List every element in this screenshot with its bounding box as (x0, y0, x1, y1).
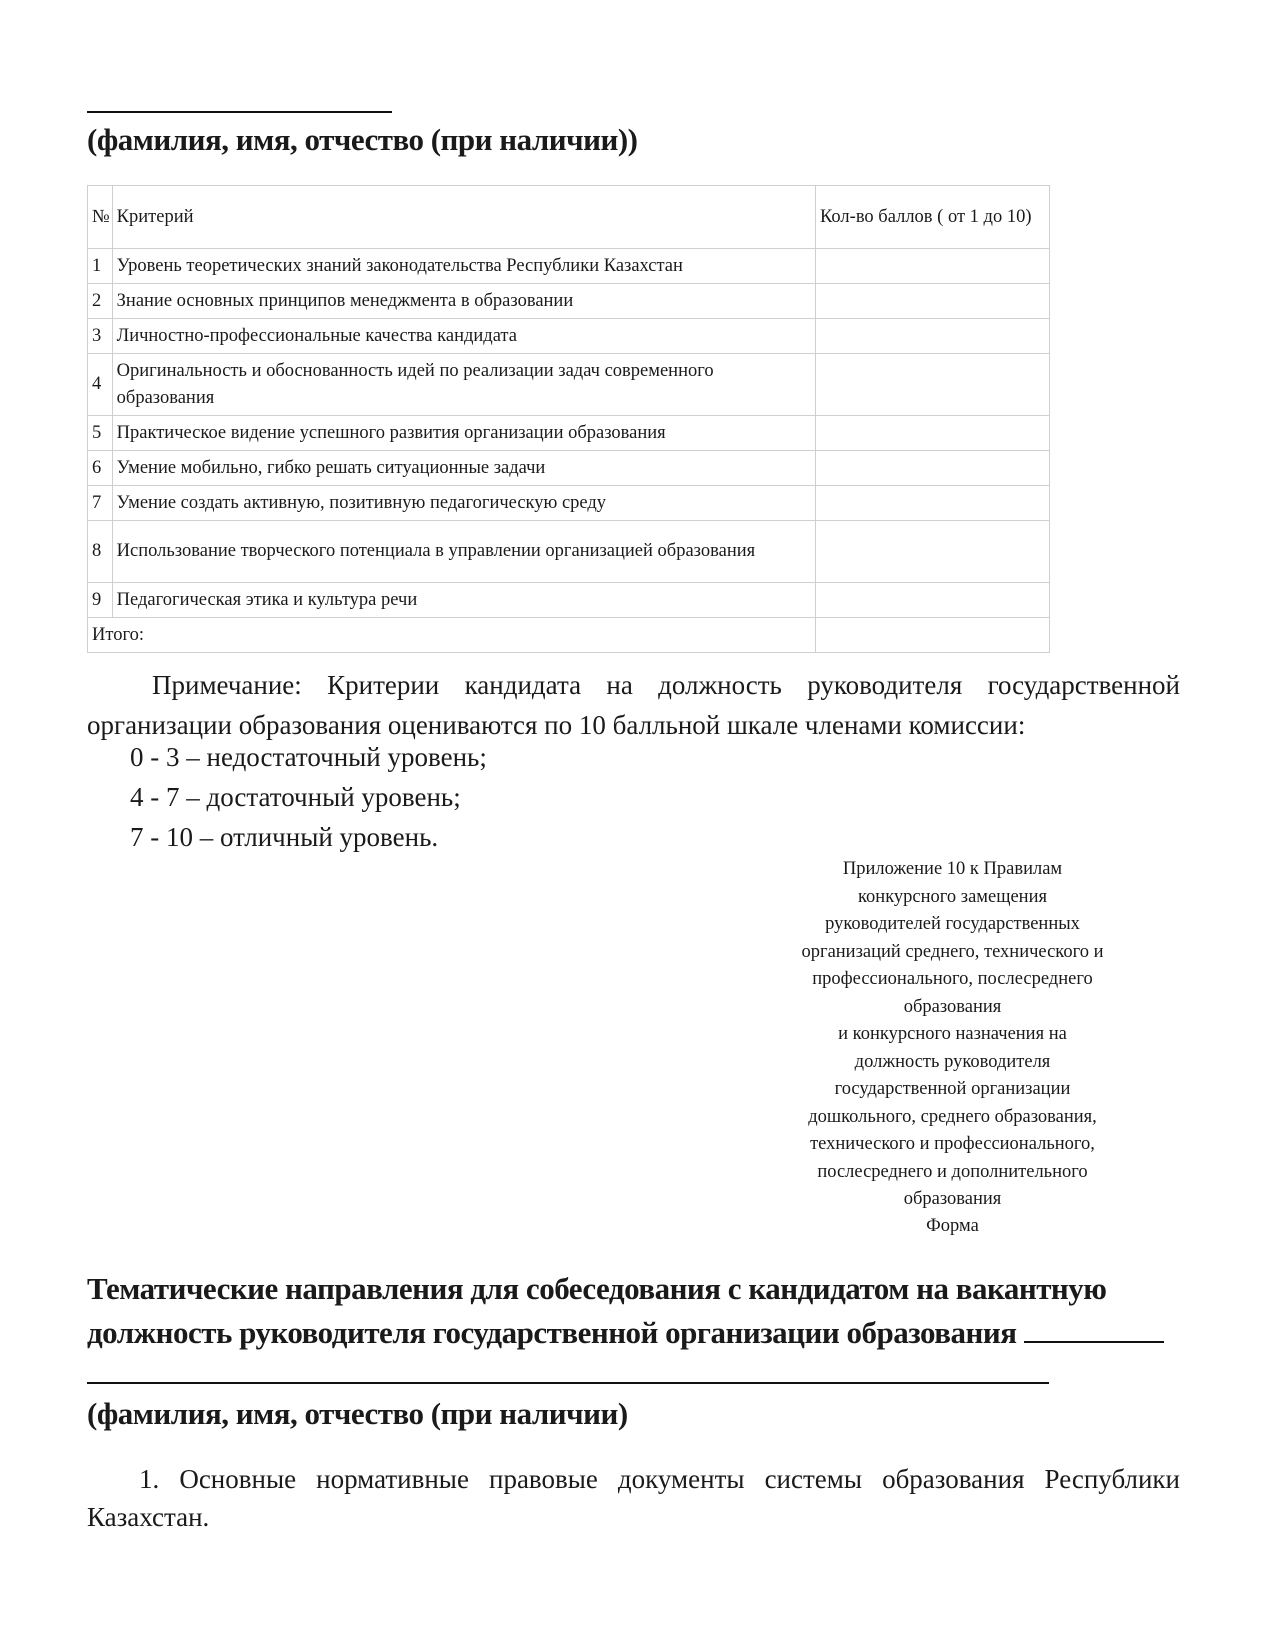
row-score-cell (816, 284, 1050, 319)
row-num: 3 (88, 319, 113, 354)
table-total-row (88, 618, 1050, 653)
appendix-line: Приложение 10 к Правилам (842, 859, 1063, 879)
name-underline-2 (87, 1382, 1049, 1384)
appendix-line: профессионального, послесреднего (812, 969, 1093, 989)
row-num: 5 (88, 416, 113, 451)
title-blank-line (1024, 1311, 1164, 1343)
row-num: 6 (88, 451, 113, 486)
row-score-cell (816, 416, 1050, 451)
list-item: 1. Основные нормативные правовые документы системы образования Республики Казахстан. (87, 1464, 1180, 1532)
row-num: 9 (88, 583, 113, 618)
table-row (88, 486, 1050, 521)
header-num: № (88, 186, 113, 249)
table-row (88, 284, 1050, 319)
row-criterion: Уровень теоретических знаний законодательства Республики Казахстан (112, 249, 815, 284)
row-criterion: Оригинальность и обоснованность идей по реализации задач современного образования (112, 354, 815, 416)
row-num: 4 (88, 354, 113, 416)
appendix-line: государственной организации (834, 1079, 1071, 1099)
row-criterion: Использование творческого потенциала в управлении организацией образования (112, 521, 815, 583)
table-row (88, 521, 1050, 583)
fio-label: (фамилия, имя, отчество (при наличии)) (87, 122, 638, 157)
row-score-cell (816, 354, 1050, 416)
section-title (87, 1267, 1180, 1355)
row-score-cell (816, 583, 1050, 618)
appendix-line: технического и профессионального, (810, 1134, 1095, 1154)
level-item: 4 - 7 – достаточный уровень; (130, 782, 461, 812)
appendix-line: и конкурсного назначения на (838, 1024, 1067, 1044)
table-row (88, 583, 1050, 618)
row-num: 1 (88, 249, 113, 284)
appendix-line: конкурсного замещения (858, 886, 1047, 907)
row-criterion: Умение создать активную, позитивную педагогическую среду (112, 486, 815, 521)
table-row (88, 319, 1050, 354)
row-criterion: Личностно-профессиональные качества кандидата (112, 319, 815, 354)
row-num: 2 (88, 284, 113, 319)
section-title-text: Тематические направления для собеседования с кандидатом на вакантную должность руководителя государственной организации образования (87, 1271, 1107, 1350)
table-row (88, 451, 1050, 486)
appendix-line: должность руководителя (854, 1051, 1051, 1072)
appendix-line: организаций среднего, технического и (801, 941, 1104, 962)
row-score-cell (816, 451, 1050, 486)
table-row (88, 416, 1050, 451)
row-num: 7 (88, 486, 113, 521)
appendix-header (770, 856, 1135, 1214)
row-criterion: Практическое видение успешного развития организации образования (112, 416, 815, 451)
header-score: Кол-во баллов ( от 1 до 10) (816, 186, 1050, 249)
row-criterion: Умение мобильно, гибко решать ситуационные задачи (112, 451, 815, 486)
total-label: Итого: (88, 618, 816, 653)
row-score-cell (816, 521, 1050, 583)
appendix-line: руководителей государственных (825, 914, 1080, 934)
appendix-line: послесреднего и дополнительного (817, 1161, 1088, 1182)
appendix-line: образования (903, 996, 1002, 1017)
table-row (88, 354, 1050, 416)
row-score-cell (816, 486, 1050, 521)
header-criterion: Критерий (112, 186, 815, 249)
table-row (88, 249, 1050, 284)
form-label: Форма (926, 1216, 979, 1236)
note-paragraph: Примечание: Критерии кандидата на должность руководителя государственной организации образования оцениваются по 10 балльной шкале членами комиссии: (87, 670, 1180, 740)
table-header-row (88, 186, 1050, 249)
row-criterion: Педагогическая этика и культура речи (112, 583, 815, 618)
level-item: 7 - 10 – отличный уровень. (130, 822, 439, 852)
row-score-cell (816, 249, 1050, 284)
row-criterion: Знание основных принципов менеджмента в образовании (112, 284, 815, 319)
appendix-line: дошкольного, среднего образования, (808, 1106, 1097, 1127)
criteria-table (87, 185, 1050, 653)
fio-label-2: (фамилия, имя, отчество (при наличии) (87, 1396, 628, 1431)
name-underline (87, 111, 392, 113)
level-item: 0 - 3 – недостаточный уровень; (130, 742, 487, 772)
row-num: 8 (88, 521, 113, 583)
row-score-cell (816, 319, 1050, 354)
appendix-line: образования (903, 1189, 1002, 1209)
total-score-cell (816, 618, 1050, 653)
